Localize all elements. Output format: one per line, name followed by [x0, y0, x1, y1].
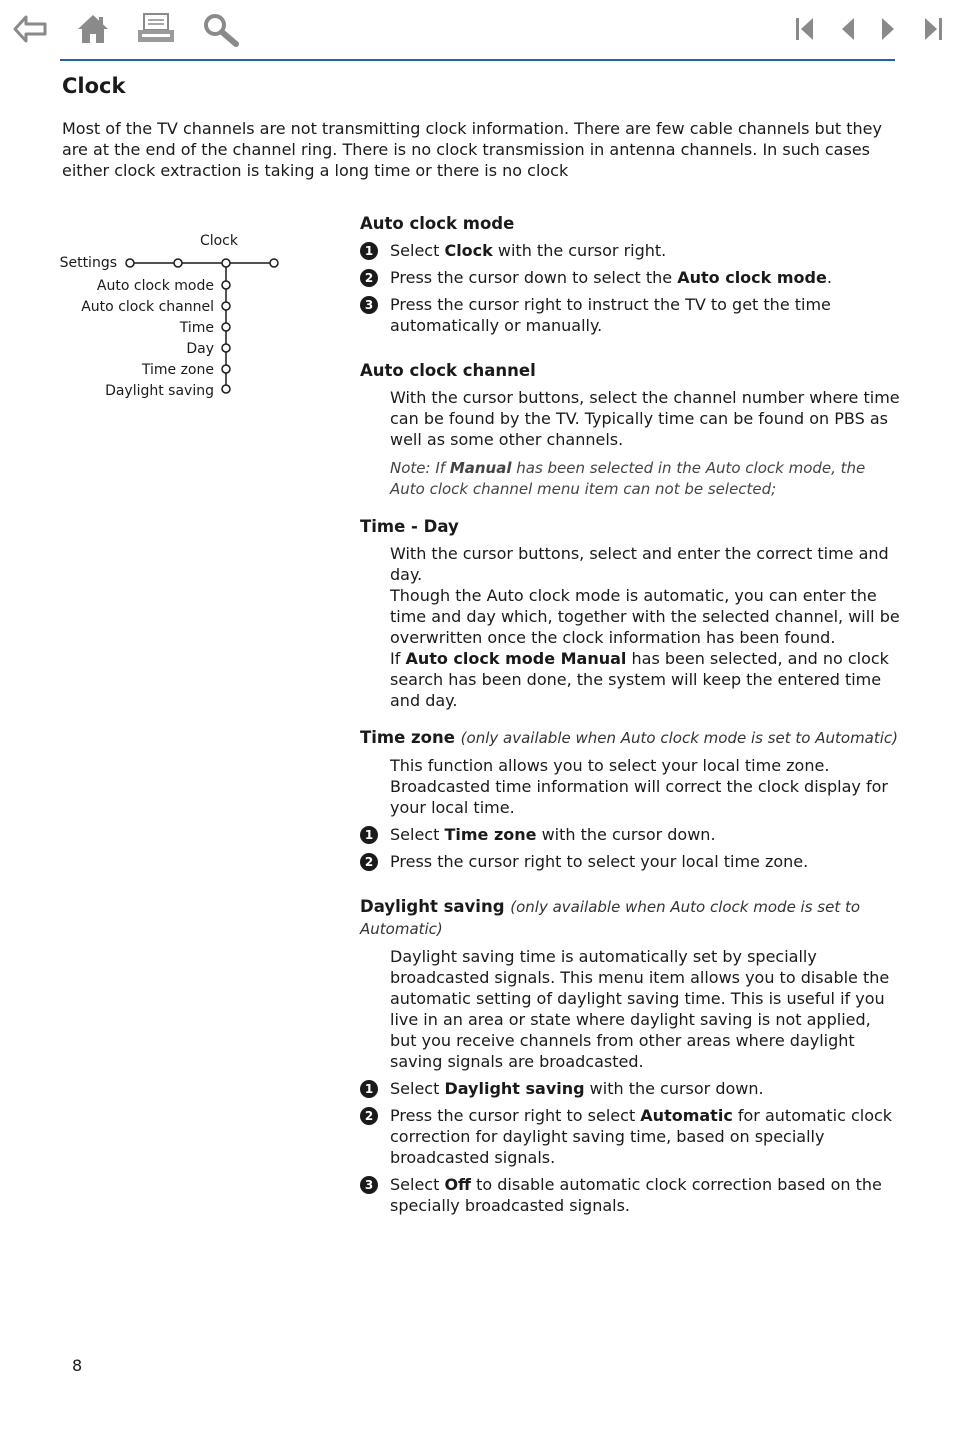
- step-text: [390, 1078, 900, 1099]
- step-text-bold: Auto clock mode: [677, 268, 827, 287]
- step-number-badge: 2: [360, 1107, 378, 1125]
- first-page-icon[interactable]: [794, 16, 816, 42]
- diagram-label-item: Day: [186, 341, 214, 357]
- search-icon[interactable]: [202, 12, 240, 48]
- note-text-part: Note: If: [390, 459, 450, 477]
- section-body: This function allows you to select your local time zone. Broadcasted time information will correct the clock display for your local time.: [390, 756, 888, 817]
- section-body: [390, 648, 900, 711]
- diagram-label-settings: Settings: [59, 255, 117, 271]
- diagram-node: [270, 259, 278, 267]
- section-auto-clock-mode: [360, 213, 900, 336]
- previous-page-icon[interactable]: [838, 16, 858, 42]
- page-number: 8: [72, 1356, 83, 1375]
- step-text-part: Select: [390, 825, 445, 844]
- next-page-icon[interactable]: [878, 16, 898, 42]
- section-body: With the cursor buttons, select and enter the correct time and day.: [390, 544, 889, 584]
- diagram-node-item: [222, 385, 230, 393]
- diagram-node-item: [222, 365, 230, 373]
- body-text-part: has been selected, and no clock search has been done, the system will keep the entered time and day.: [390, 649, 889, 710]
- diagram-node-item: [222, 302, 230, 310]
- step-text: Press the cursor right to instruct the TV to get the time automatically or manually.: [390, 295, 831, 335]
- step-text: [390, 824, 900, 845]
- step-text: [390, 240, 900, 261]
- step-item: [360, 1174, 900, 1216]
- diagram-node-clock: [222, 259, 230, 267]
- intro-paragraph: Most of the TV channels are not transmitting clock information. There are few cable channels but they are at the end of the channel ring. There is no clock transmission in antenna channels. In such cases either clock extraction is taking a long time or there is no clock: [62, 119, 882, 180]
- step-text-bold: Time zone: [444, 825, 537, 844]
- diagram-node-item: [222, 281, 230, 289]
- diagram-label-item: Time zone: [141, 362, 214, 378]
- step-text-part: with the cursor down.: [536, 825, 716, 844]
- section-body: With the cursor buttons, select the channel number where time can be found by the TV. Typically time can be found on PBS as well as some other channels.: [390, 388, 900, 449]
- step-number-badge: 2: [360, 269, 378, 287]
- print-icon[interactable]: [136, 12, 176, 46]
- section-title-text: Daylight saving: [360, 897, 505, 916]
- header-rule: [60, 59, 895, 61]
- step-text-part: to disable automatic clock correction based on the specially broadcasted signals.: [390, 1175, 882, 1215]
- step-text: [390, 267, 900, 288]
- diagram-node-item: [222, 323, 230, 331]
- step-number-badge: 1: [360, 826, 378, 844]
- step-text: Press the cursor right to select your local time zone.: [390, 852, 809, 871]
- diagram-label-item: Daylight saving: [105, 383, 214, 399]
- section-qualifier: (only available when Auto clock mode is set to Automatic): [360, 898, 861, 938]
- step-text-part: .: [826, 268, 832, 287]
- step-text-bold: Automatic: [640, 1106, 733, 1125]
- diagram-label-clock: Clock: [199, 233, 238, 249]
- diagram-node: [174, 259, 182, 267]
- step-item: [360, 824, 900, 845]
- section-title: [360, 727, 900, 749]
- step-number-badge: 3: [360, 1176, 378, 1194]
- home-icon[interactable]: [76, 12, 110, 46]
- section-title: Time - Day: [360, 517, 459, 536]
- step-number-badge: 3: [360, 296, 378, 314]
- content-column: [360, 213, 900, 1216]
- step-text-part: Select: [390, 1175, 445, 1194]
- step-text-part: Press the cursor down to select the: [390, 268, 678, 287]
- diagram-node-settings: [126, 259, 134, 267]
- step-text: [390, 1174, 900, 1216]
- section-title: Auto clock channel: [360, 361, 536, 380]
- step-item: [360, 240, 900, 261]
- step-text-part: Select: [390, 1079, 445, 1098]
- step-number-badge: 1: [360, 1080, 378, 1098]
- diagram-label-item: Auto clock channel: [81, 299, 214, 315]
- section-qualifier: (only available when Auto clock mode is set to Automatic): [460, 729, 899, 747]
- section-daylight-saving: [360, 896, 900, 1216]
- step-number-badge: 1: [360, 242, 378, 260]
- step-text-bold: Off: [444, 1175, 472, 1194]
- back-arrow-icon[interactable]: [12, 14, 48, 44]
- step-item: [360, 267, 900, 288]
- diagram-label-item: Time: [179, 320, 214, 336]
- step-text-bold: Daylight saving: [444, 1079, 585, 1098]
- body-text-bold: Auto clock mode Manual: [405, 649, 627, 668]
- section-title: Auto clock mode: [360, 214, 515, 233]
- section-time-day: [360, 516, 900, 711]
- section-body: Though the Auto clock mode is automatic, you can enter the time and day which, together with the selected channel, will be overwritten once the clock information has been found.: [390, 586, 900, 647]
- section-body: Daylight saving time is automatically set by specially broadcasted signals. This menu item allows you to disable the automatic setting of daylight saving time. This is useful if you live in an area or state where daylight saving is not applied, but you receive channels from other areas where daylight saving signals are broadcasted.: [390, 947, 890, 1071]
- section-auto-clock-channel: [360, 360, 900, 500]
- clock-menu-diagram: [56, 225, 296, 405]
- diagram-node-item: [222, 344, 230, 352]
- step-text: [390, 1105, 900, 1168]
- page-title: Clock: [62, 74, 126, 98]
- step-item: [360, 1078, 900, 1099]
- section-time-zone: [360, 727, 900, 872]
- step-item: [360, 294, 900, 336]
- step-text-bold: Clock: [444, 241, 493, 260]
- section-title: [360, 896, 900, 940]
- section-title-text: Time zone: [360, 728, 455, 747]
- step-item: [360, 1105, 900, 1168]
- step-text-part: with the cursor right.: [492, 241, 667, 260]
- step-text-part: for automatic clock correction for daylight saving time, based on specially broadcasted signals.: [390, 1106, 893, 1167]
- step-item: [360, 851, 900, 872]
- step-text-part: Press the cursor right to select: [390, 1106, 641, 1125]
- last-page-icon[interactable]: [922, 16, 944, 42]
- diagram-label-item: Auto clock mode: [96, 278, 214, 294]
- note-text-bold: Manual: [449, 459, 512, 477]
- step-text-part: with the cursor down.: [584, 1079, 764, 1098]
- body-text-part: If: [390, 649, 406, 668]
- note-text-part: has been selected in the Auto clock mode, the Auto clock channel menu item can not be selected;: [390, 459, 866, 498]
- step-text-part: Select: [390, 241, 445, 260]
- section-note: [390, 458, 900, 500]
- step-number-badge: 2: [360, 853, 378, 871]
- navigation-toolbar: [0, 0, 954, 60]
